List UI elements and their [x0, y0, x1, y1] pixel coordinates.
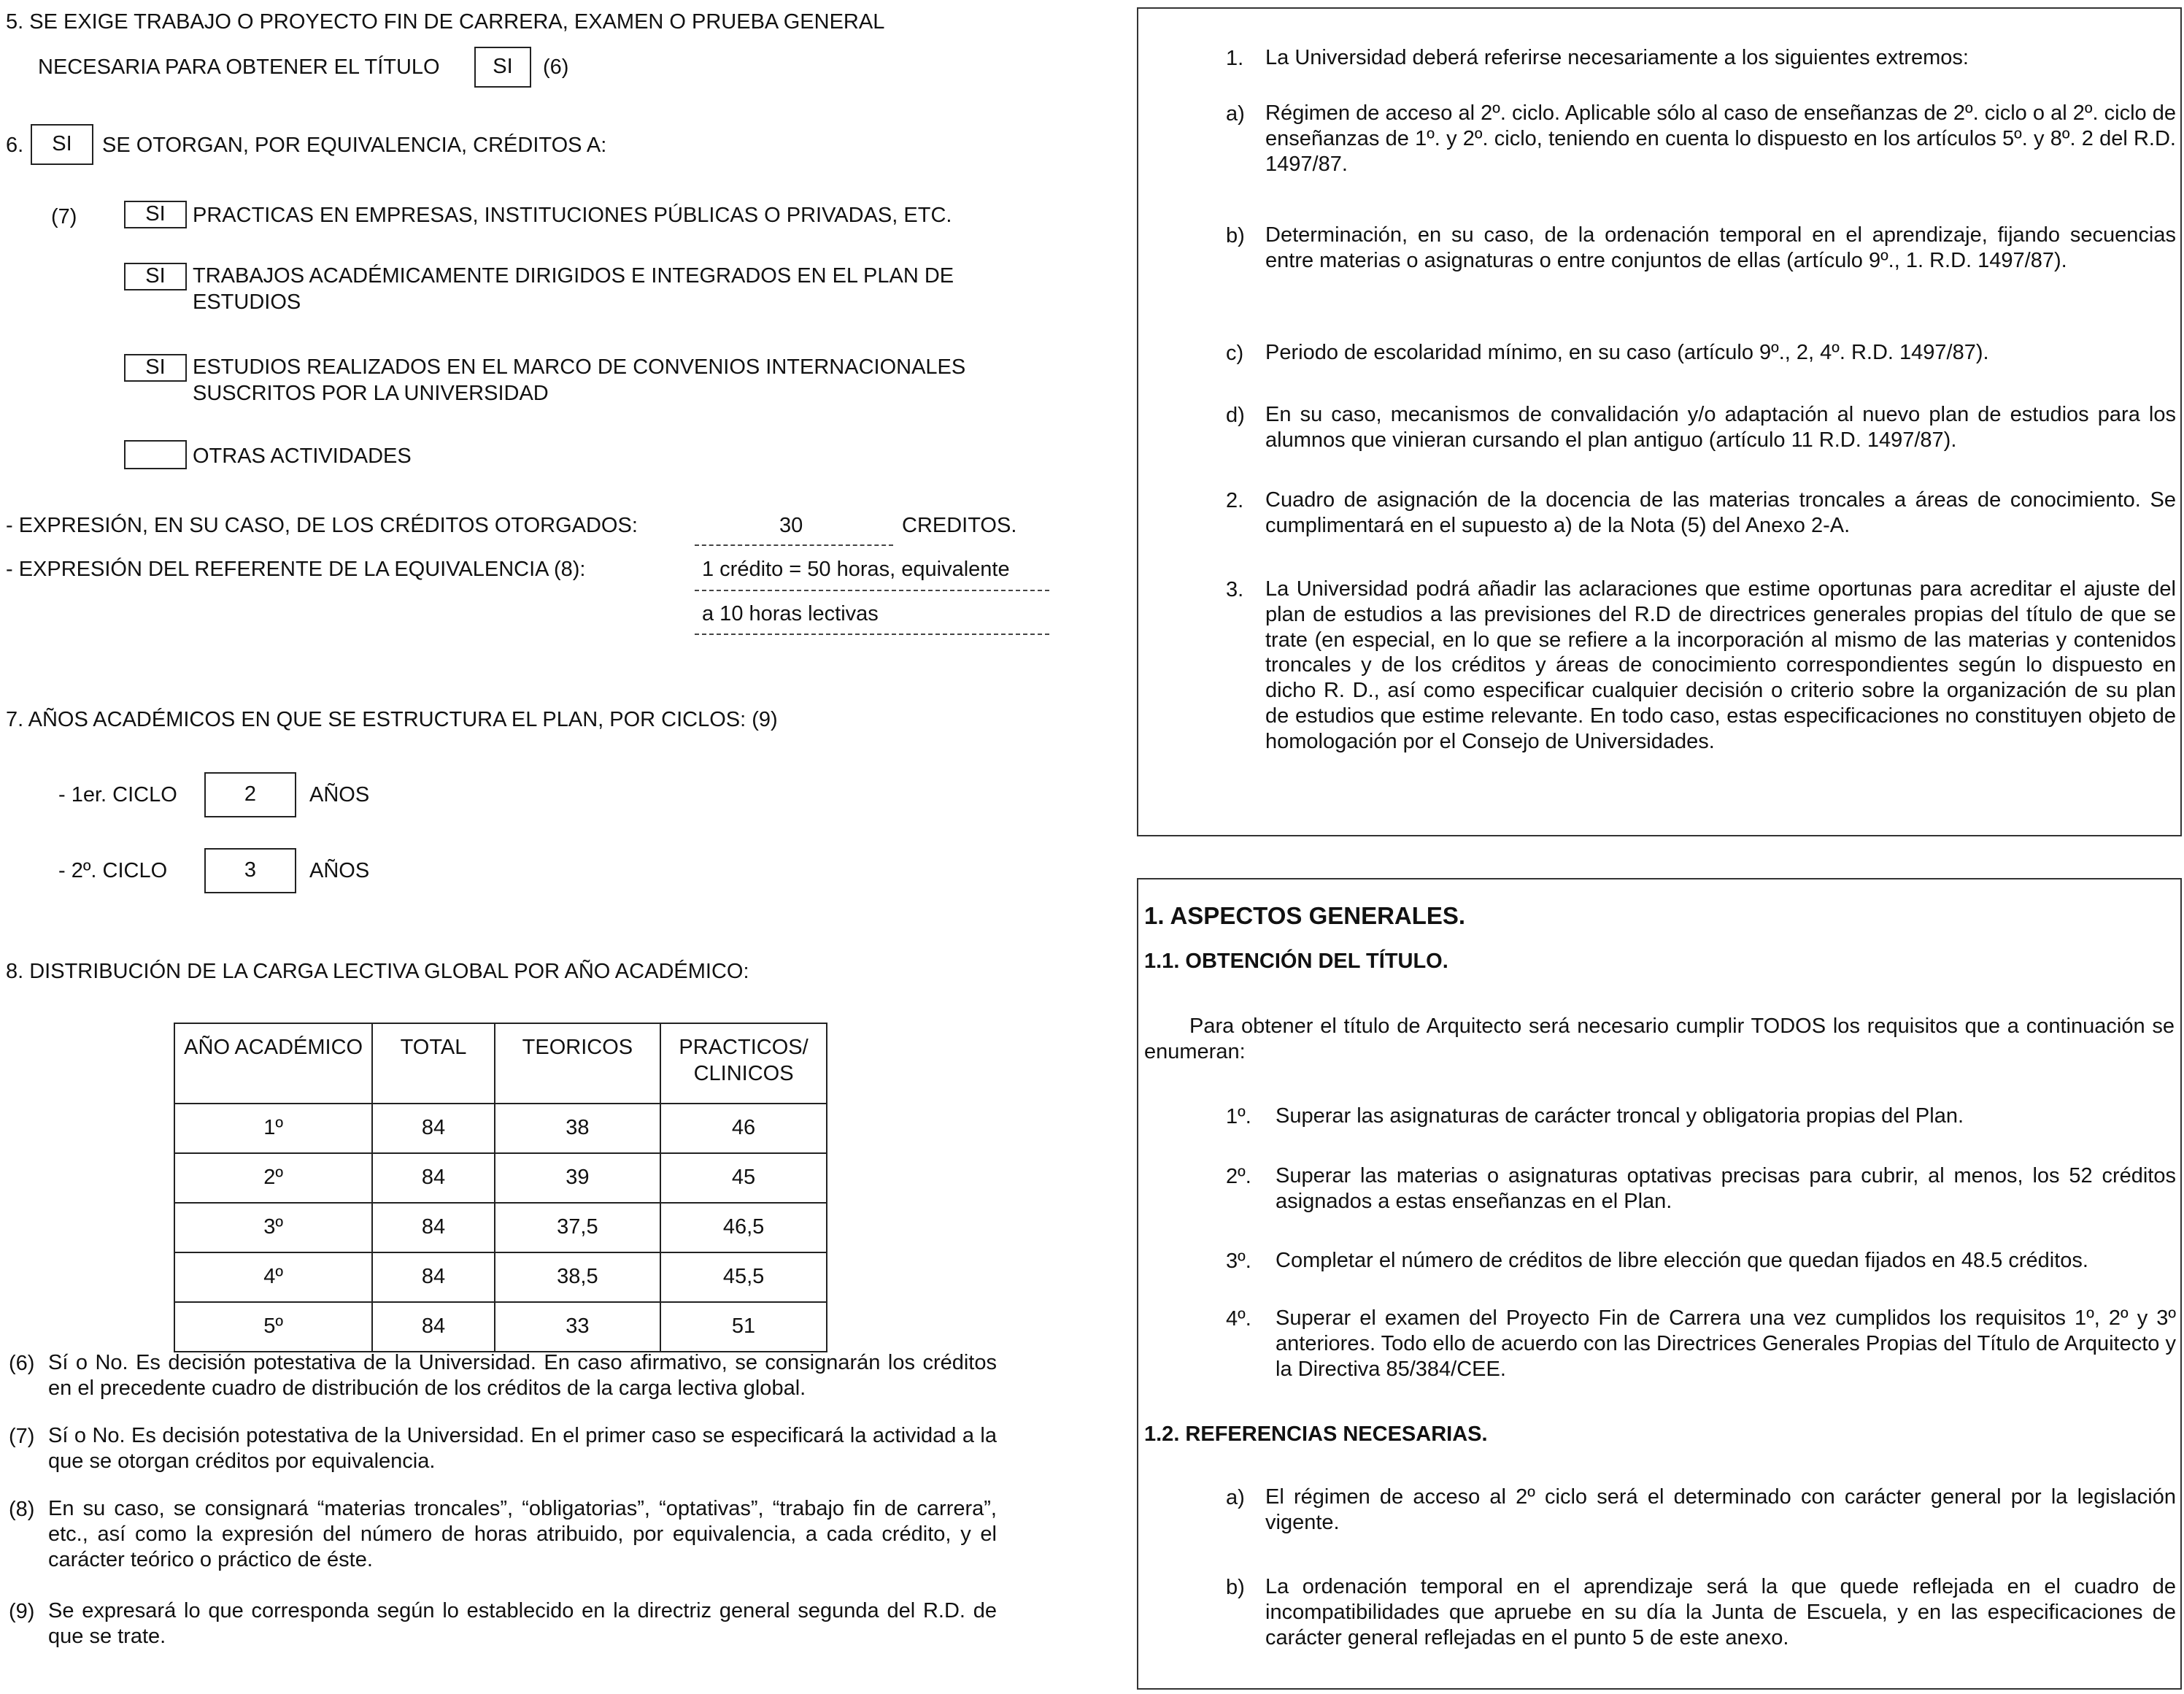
ciclo2-label: - 2º. CICLO: [58, 859, 168, 882]
aspectos-panel: [1137, 878, 2182, 1690]
instruction-d-text: En su caso, mecanismos de convalidación y/o adaptación al nuevo plan de estudios para los alumnos que vinieran cursando el plan antiguo (artículo 11 R.D. 1497/87).: [1265, 403, 2176, 452]
table-row: [174, 1203, 827, 1252]
footnote-6-text: Sí o No. Es decisión potestativa de la Universidad. En caso afirmativo, se consignarán los créditos en el precedente cuadro de distribución de los créditos de la carga lectiva global.: [48, 1351, 997, 1400]
cell-ano: 4º: [174, 1252, 372, 1302]
cell-practicos: 45,5: [660, 1252, 827, 1302]
intro-paragraph: Para obtener el título de Arquitecto será necesario cumplir TODOS los requisitos que a continuación se enumeran:: [1144, 1015, 2175, 1063]
footnote-7-text: Sí o No. Es decisión potestativa de la Universidad. En el primer caso se especificará la actividad a la que se otorgan créditos por equivalencia.: [48, 1424, 997, 1473]
section-6-answer-box: SI: [31, 124, 93, 165]
instruction-a-label: a): [1226, 102, 1245, 126]
cell-total: 84: [372, 1252, 494, 1302]
referencia-b-text: La ordenación temporal en el aprendizaje será la que quede reflejada en el cuadro de incompatibilidades que apruebe en su día la Junta de Escuela, y en las especificaciones de carácter general reflejadas en el punto 5 de este anexo.: [1265, 1575, 2176, 1649]
footnote-8-number: (8): [9, 1498, 35, 1521]
instruction-2-label: 2.: [1226, 489, 1244, 512]
ciclo1-value-box: 2: [204, 772, 296, 817]
instruction-3-text: La Universidad podrá añadir las aclaraciones que estime oportunas para acreditar el ajuste del plan de estudios a las previsiones del R.D de directrices generales propias del título de que se trate (en especial, en lo que se refiere a la incorporación al mismo de las materias y contenidos troncales y de los créditos y áreas de conocimiento correspondientes según lo dispuesto en dicho R. D., así como especificar cualquier decisión o criterio sobre la organización de su plan de estudios que estime relevante. En todo caso, estas especificaciones no constituyen objeto de homologación por el Consejo de Universidades.: [1265, 577, 2176, 753]
table-header-row: [174, 1023, 827, 1104]
cell-total: 84: [372, 1302, 494, 1352]
equiv-box-otras: [124, 440, 187, 469]
footnote-9-number: (9): [9, 1600, 35, 1623]
instruction-b-text: Determinación, en su caso, de la ordenación temporal en el aprendizaje, fijando secuencias entre materias o asignaturas o entre conjuntos de ellas (artículo 9º., 1. R.D. 1497/87).: [1265, 223, 2176, 272]
referente-line1: 1 crédito = 50 horas, equivalente: [702, 558, 1010, 581]
referencia-b-label: b): [1226, 1576, 1245, 1599]
cell-practicos: 46,5: [660, 1203, 827, 1252]
ciclo1-unit: AÑOS: [309, 783, 370, 806]
requisito-1-label: 1º.: [1226, 1105, 1251, 1128]
instruction-1-text: La Universidad deberá referirse necesariamente a los siguientes extremos:: [1265, 46, 1969, 69]
cell-ano: 2º: [174, 1153, 372, 1203]
table-row: [174, 1252, 827, 1302]
instruction-1-label: 1.: [1226, 47, 1244, 70]
cell-teoricos: 33: [495, 1302, 660, 1352]
section-6-number: 6.: [6, 134, 24, 157]
referente-dotted-line2: [695, 634, 1049, 635]
carga-lectiva-table: [174, 1023, 827, 1352]
cell-teoricos: 37,5: [495, 1203, 660, 1252]
section-5-line1: 5. SE EXIGE TRABAJO O PROYECTO FIN DE CARRERA, EXAMEN O PRUEBA GENERAL: [6, 10, 885, 34]
referencia-a-text: El régimen de acceso al 2º ciclo será el determinado con carácter general por la legislación vigente.: [1265, 1485, 2176, 1534]
requisito-3-text: Completar el número de créditos de libre elección que quedan fijados en 48.5 créditos.: [1276, 1249, 2088, 1272]
header-practicos: PRACTICOS/ CLINICOS: [660, 1023, 827, 1104]
heading-aspectos-generales: 1. ASPECTOS GENERALES.: [1144, 902, 1466, 929]
creditos-otorgados-label: - EXPRESIÓN, EN SU CASO, DE LOS CRÉDITOS OTORGADOS:: [6, 514, 638, 537]
cell-practicos: 45: [660, 1153, 827, 1203]
section-6-note: (7): [51, 205, 77, 228]
instruction-c-text: Periodo de escolaridad mínimo, en su caso (artículo 9º., 2, 4º. R.D. 1497/87).: [1265, 341, 1989, 364]
instruction-c-label: c): [1226, 342, 1244, 365]
footnote-9-text: Se expresará lo que corresponda según lo establecido en la directriz general segunda del R.D. de que se trate.: [48, 1599, 997, 1648]
referente-dotted-line1: [695, 590, 1049, 591]
equiv-text-estudios: ESTUDIOS REALIZADOS EN EL MARCO DE CONVENIOS INTERNACIONALES SUSCRITOS POR LA UNIVERSIDAD: [193, 355, 966, 406]
requisito-4-text: Superar el examen del Proyecto Fin de Carrera una vez cumplidos los requisitos 1º, 2º y 3º anteriores. Todo ello de acuerdo con las Directrices Generales Propias del Título de Arquitecto y la Directiva 85/384/CEE.: [1276, 1306, 2176, 1381]
cell-ano: 1º: [174, 1104, 372, 1153]
instruction-2-text: Cuadro de asignación de la docencia de las materias troncales a áreas de conocimiento. Se cumplimentará en el supuesto a) de la Nota (5) del Anexo 2-A.: [1265, 488, 2176, 537]
instruction-d-label: d): [1226, 404, 1245, 427]
requisito-3-label: 3º.: [1226, 1250, 1251, 1273]
cell-teoricos: 38: [495, 1104, 660, 1153]
creditos-otorgados-value: 30: [779, 514, 803, 537]
section-5-answer-box: SI: [474, 47, 531, 88]
table-row: [174, 1104, 827, 1153]
requisito-2-label: 2º.: [1226, 1165, 1251, 1188]
header-teoricos: TEORICOS: [495, 1023, 660, 1104]
referente-label: - EXPRESIÓN DEL REFERENTE DE LA EQUIVALENCIA (8):: [6, 558, 586, 581]
equiv-box-estudios: SI: [124, 354, 187, 382]
cell-practicos: 51: [660, 1302, 827, 1352]
footnote-8-text: En su caso, se consignará “materias troncales”, “obligatorias”, “optativas”, “trabajo fin de carrera”, etc., así como la expresión del número de horas atribuido, por equivalencia, a cada crédito, y el carácter teórico o práctico de éste.: [48, 1497, 997, 1571]
equiv-box-trabajos: SI: [124, 263, 187, 290]
cell-teoricos: 39: [495, 1153, 660, 1203]
header-total: TOTAL: [372, 1023, 494, 1104]
cell-ano: 3º: [174, 1203, 372, 1252]
table-row: [174, 1153, 827, 1203]
footnote-6-number: (6): [9, 1352, 35, 1375]
cell-practicos: 46: [660, 1104, 827, 1153]
ciclo1-label: - 1er. CICLO: [58, 783, 177, 806]
instruction-3-label: 3.: [1226, 578, 1244, 601]
cell-ano: 5º: [174, 1302, 372, 1352]
referencia-a-label: a): [1226, 1486, 1245, 1509]
cell-total: 84: [372, 1104, 494, 1153]
referente-line2: a 10 horas lectivas: [702, 602, 879, 625]
heading-obtencion-titulo: 1.1. OBTENCIÓN DEL TÍTULO.: [1144, 950, 1448, 973]
creditos-otorgados-unit: CREDITOS.: [902, 514, 1017, 537]
header-ano: AÑO ACADÉMICO: [174, 1023, 372, 1104]
cell-total: 84: [372, 1153, 494, 1203]
instruction-a-text: Régimen de acceso al 2º. ciclo. Aplicable sólo al caso de enseñanzas de 2º. ciclo o al 2º. ciclo de enseñanzas de 1º. y 2º. ciclo, teniendo en cuenta lo dispuesto en los artículos 5º. y 8º. 2 del R.D. 1497/87.: [1265, 101, 2176, 176]
footnote-7-number: (7): [9, 1425, 35, 1448]
cell-total: 84: [372, 1203, 494, 1252]
requisito-1-text: Superar las asignaturas de carácter troncal y obligatoria propias del Plan.: [1276, 1104, 1964, 1128]
heading-referencias-necesarias: 1.2. REFERENCIAS NECESARIAS.: [1144, 1422, 1488, 1446]
requisito-2-text: Superar las materias o asignaturas optativas precisas para cubrir, al menos, los 52 créditos asignados a estas enseñanzas en el Plan.: [1276, 1164, 2176, 1213]
instruction-b-label: b): [1226, 224, 1245, 247]
equiv-text-practicas: PRACTICAS EN EMPRESAS, INSTITUCIONES PÚBLICAS O PRIVADAS, ETC.: [193, 204, 952, 227]
section-8-title: 8. DISTRIBUCIÓN DE LA CARGA LECTIVA GLOBAL POR AÑO ACADÉMICO:: [6, 960, 749, 983]
requisito-4-label: 4º.: [1226, 1307, 1251, 1331]
cell-teoricos: 38,5: [495, 1252, 660, 1302]
ciclo2-value-box: 3: [204, 848, 296, 893]
section-6-text: SE OTORGAN, POR EQUIVALENCIA, CRÉDITOS A:: [102, 134, 607, 157]
equiv-text-otras: OTRAS ACTIVIDADES: [193, 444, 412, 468]
section-5-line2: NECESARIA PARA OBTENER EL TÍTULO: [38, 55, 440, 79]
table-row: [174, 1302, 827, 1352]
ciclo2-unit: AÑOS: [309, 859, 370, 882]
creditos-dotted-line: [695, 544, 893, 546]
equiv-text-trabajos: TRABAJOS ACADÉMICAMENTE DIRIGIDOS E INTEGRADOS EN EL PLAN DE ESTUDIOS: [193, 264, 954, 315]
equiv-box-practicas: SI: [124, 201, 187, 228]
section-7-title: 7. AÑOS ACADÉMICOS EN QUE SE ESTRUCTURA EL PLAN, POR CICLOS: (9): [6, 708, 778, 731]
section-5-note: (6): [543, 55, 569, 79]
